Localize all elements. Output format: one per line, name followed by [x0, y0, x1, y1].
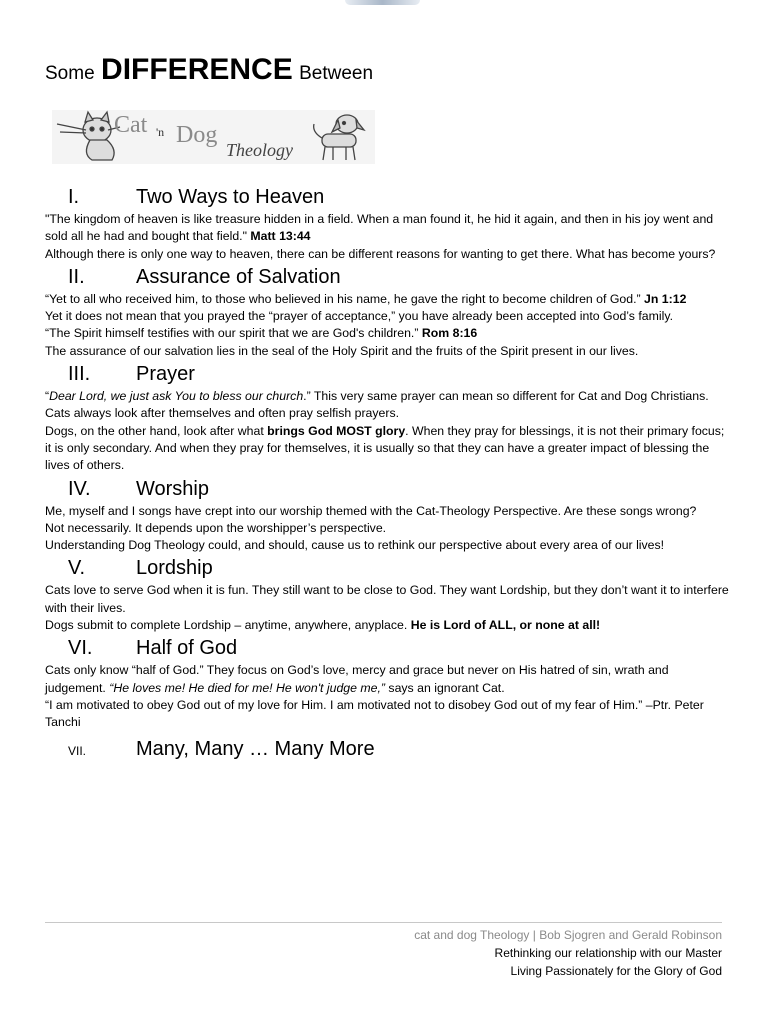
- italic-quote: “He loves me! He died for me! He won't judge me,”: [109, 680, 385, 695]
- scripture-ref: Rom 8:16: [421, 326, 478, 341]
- section-title: Many, Many … Many More: [136, 737, 375, 760]
- quote-mark: “: [45, 389, 50, 404]
- section-title: Lordship: [136, 557, 213, 580]
- section-paragraph: [45, 388, 730, 405]
- dog-icon: [314, 115, 364, 160]
- section-paragraph: [45, 325, 730, 342]
- cat-n-dog-theology-logo: [52, 110, 375, 164]
- section-heading-many-more: [45, 738, 730, 762]
- title-between: Between: [299, 63, 374, 84]
- quote-text: "The kingdom of heaven is like treasure hidden in a field. When a man found it, he hid it again, and then in his joy went and sold all he had and bought that field.": [45, 212, 714, 244]
- section-title: Half of God: [136, 637, 238, 660]
- text-run: Dogs, on the other hand, look after what: [45, 423, 268, 438]
- section-number: IV.: [68, 477, 91, 500]
- footer-line-3: Living Passionately for the Glory of God: [510, 964, 722, 978]
- logo-n-text: 'n: [156, 125, 165, 139]
- section-paragraph: Not necessarily. It depends upon the worshipper’s perspective.: [45, 520, 387, 535]
- section-heading-worship: [45, 478, 730, 502]
- bold-text: brings God MOST glory: [267, 423, 406, 438]
- section-title: Two Ways to Heaven: [136, 186, 325, 208]
- section-title: Worship: [136, 477, 209, 500]
- section-title: Assurance of Salvation: [136, 265, 341, 288]
- section-paragraph: [45, 423, 730, 475]
- section-heading-prayer: [45, 363, 730, 387]
- quote-text: “Yet to all who received him, to those who believed in his name, he gave the right to become children of God.”: [45, 291, 641, 306]
- text-run: says an ignorant Cat.: [385, 680, 505, 695]
- section-number: III.: [68, 363, 91, 386]
- section-paragraph: Me, myself and I songs have crept into our worship themed with the Cat-Theology Perspective. Are these songs wrong?: [45, 503, 697, 518]
- logo-theology-text: Theology: [226, 140, 293, 160]
- footer-divider: [45, 922, 722, 923]
- section-number: VI.: [68, 637, 93, 660]
- text-run: . When they pray for blessings, it is not their primary focus; it is only secondary. And when they pray for themselves, it is usually so that they can have a greater impact of blessing the lives of others.: [45, 423, 725, 473]
- text-run: Dogs submit to complete Lordship – anytime, anywhere, anyplace.: [45, 618, 411, 633]
- section-paragraph: Understanding Dog Theology could, and should, cause us to rethink our perspective about every area of our lives!: [45, 538, 665, 553]
- cat-icon: [57, 112, 120, 160]
- logo-graphic: [52, 110, 375, 164]
- page-title: [45, 53, 373, 87]
- section-number: I.: [68, 186, 80, 208]
- section-paragraph: Cats love to serve God when it is fun. They still want to be close to God. They want Lordship, but they don’t want it to interfere with their lives.: [45, 583, 729, 615]
- section-paragraph: [45, 617, 730, 634]
- section-heading-two-ways: [45, 186, 730, 210]
- title-difference: DIFFERENCE: [101, 53, 293, 86]
- top-image-fragment: [345, 0, 420, 5]
- section-number: II.: [68, 265, 85, 288]
- bold-text: He is Lord of ALL, or none at all!: [410, 618, 601, 633]
- section-paragraph: [45, 662, 730, 697]
- section-number: VII.: [68, 743, 87, 758]
- logo-dog-text: Dog: [176, 122, 218, 148]
- section-paragraph: Yet it does not mean that you prayed the “prayer of acceptance,” you have already been accepted into God’s family.: [45, 309, 673, 324]
- section-heading-lordship: [45, 557, 730, 581]
- text-run: Cats only know “half of God.” They focus on God’s love, mercy and grace but never on His hatred of sin, wrath and judgement.: [45, 663, 669, 695]
- section-heading-half-of-god: [45, 637, 730, 661]
- footer-line-2: Rethinking our relationship with our Master: [494, 946, 722, 960]
- title-some: Some: [45, 63, 95, 84]
- section-paragraph: Although there is only one way to heaven, there can be different reasons for wanting to get there. What has become yours?: [45, 246, 716, 261]
- section-paragraph: [45, 211, 730, 246]
- scripture-ref: Matt 13:44: [250, 229, 311, 244]
- section-paragraph: [45, 291, 730, 308]
- section-paragraph: “I am motivated to obey God out of my love for Him. I am motivated not to disobey God out of my fear of Him.” –Ptr. Peter Tanchi: [45, 697, 704, 730]
- scripture-ref: Jn 1:12: [644, 291, 687, 306]
- section-paragraph: Cats always look after themselves and often pray selfish prayers.: [45, 406, 400, 421]
- section-number: V.: [68, 557, 86, 580]
- section-title: Prayer: [136, 363, 195, 386]
- main-content: [45, 186, 730, 763]
- logo-cat-text: Cat: [114, 112, 148, 138]
- section-paragraph: The assurance of our salvation lies in the seal of the Holy Spirit and the fruits of the Spirit present in our lives.: [45, 343, 639, 358]
- footer-line-1: cat and dog Theology | Bob Sjogren and Gerald Robinson: [414, 928, 722, 942]
- italic-quote: Dear Lord, we just ask You to bless our church: [49, 389, 304, 404]
- section-heading-assurance: [45, 266, 730, 290]
- quote-rest: .” This very same prayer can mean so different for Cat and Dog Christians.: [303, 389, 709, 404]
- quote-text: “The Spirit himself testifies with our spirit that we are God's children.”: [45, 326, 419, 341]
- page-footer: [414, 926, 722, 980]
